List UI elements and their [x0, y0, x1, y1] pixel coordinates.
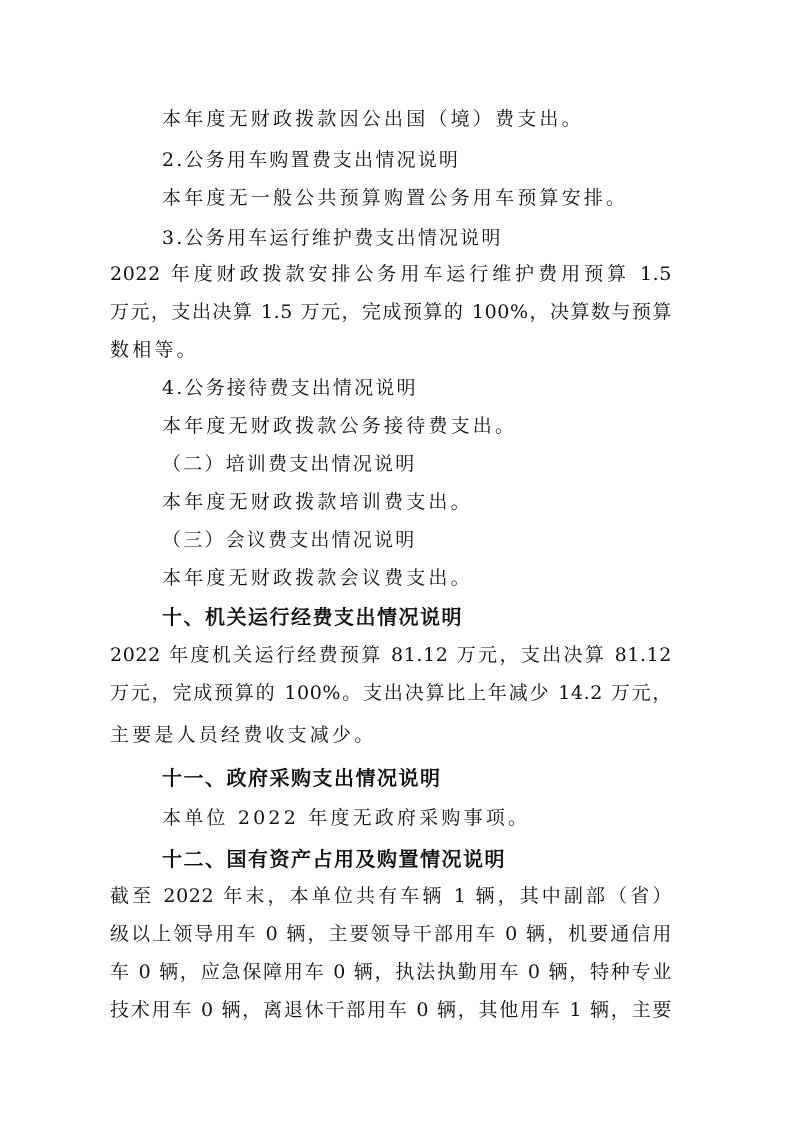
paragraph-line: 级以上领导用车 0 辆，主要领导干部用车 0 辆，机要通信用	[110, 923, 672, 945]
paragraph-line: 数相等。	[110, 339, 199, 361]
paragraph-line: 截至 2022 年末，本单位共有车辆 1 辆，其中副部（省）	[110, 885, 672, 907]
subsection-heading: 4.公务接待费支出情况说明	[162, 377, 418, 399]
section-heading: 十一、政府采购支出情况说明	[162, 766, 442, 790]
section-heading: 十、机关运行经费支出情况说明	[162, 605, 463, 629]
subsection-heading: （三）会议费支出情况说明	[162, 529, 417, 551]
paragraph-line: 主要是人员经费收支减少。	[110, 724, 377, 746]
section-heading: 十二、国有资产占用及购置情况说明	[162, 847, 506, 871]
paragraph-line: 本年度无财政拨款培训费支出。	[162, 491, 473, 513]
paragraph-line: 技术用车 0 辆，离退休干部用车 0 辆，其他用车 1 辆，主要	[110, 999, 672, 1021]
subsection-heading: 2.公务用车购置费支出情况说明	[162, 149, 461, 171]
paragraph-line: 车 0 辆，应急保障用车 0 辆，执法执勤用车 0 辆，特种专业	[110, 961, 672, 983]
paragraph-line: 本年度无一般公共预算购置公务用车预算安排。	[162, 187, 629, 209]
paragraph-line: 本年度无财政拨款因公出国（境）费支出。	[162, 108, 584, 130]
paragraph-line: 本年度无财政拨款公务接待费支出。	[162, 415, 518, 437]
subsection-heading: （二）培训费支出情况说明	[162, 453, 417, 475]
paragraph-line: 万元，支出决算 1.5 万元，完成预算的 100%，决算数与预算	[110, 301, 672, 323]
subsection-heading: 3.公务用车运行维护费支出情况说明	[162, 227, 503, 249]
paragraph-line: 2022 年度财政拨款安排公务用车运行维护费用预算 1.5	[110, 263, 672, 285]
paragraph-line: 2022 年度机关运行经费预算 81.12 万元，支出决算 81.12	[110, 644, 672, 666]
paragraph-line: 万元，完成预算的 100%。支出决算比上年减少 14.2 万元，	[110, 682, 672, 704]
paragraph-line: 本单位 2022 年度无政府采购事项。	[162, 807, 531, 829]
paragraph-line: 本年度无财政拨款会议费支出。	[162, 567, 473, 589]
